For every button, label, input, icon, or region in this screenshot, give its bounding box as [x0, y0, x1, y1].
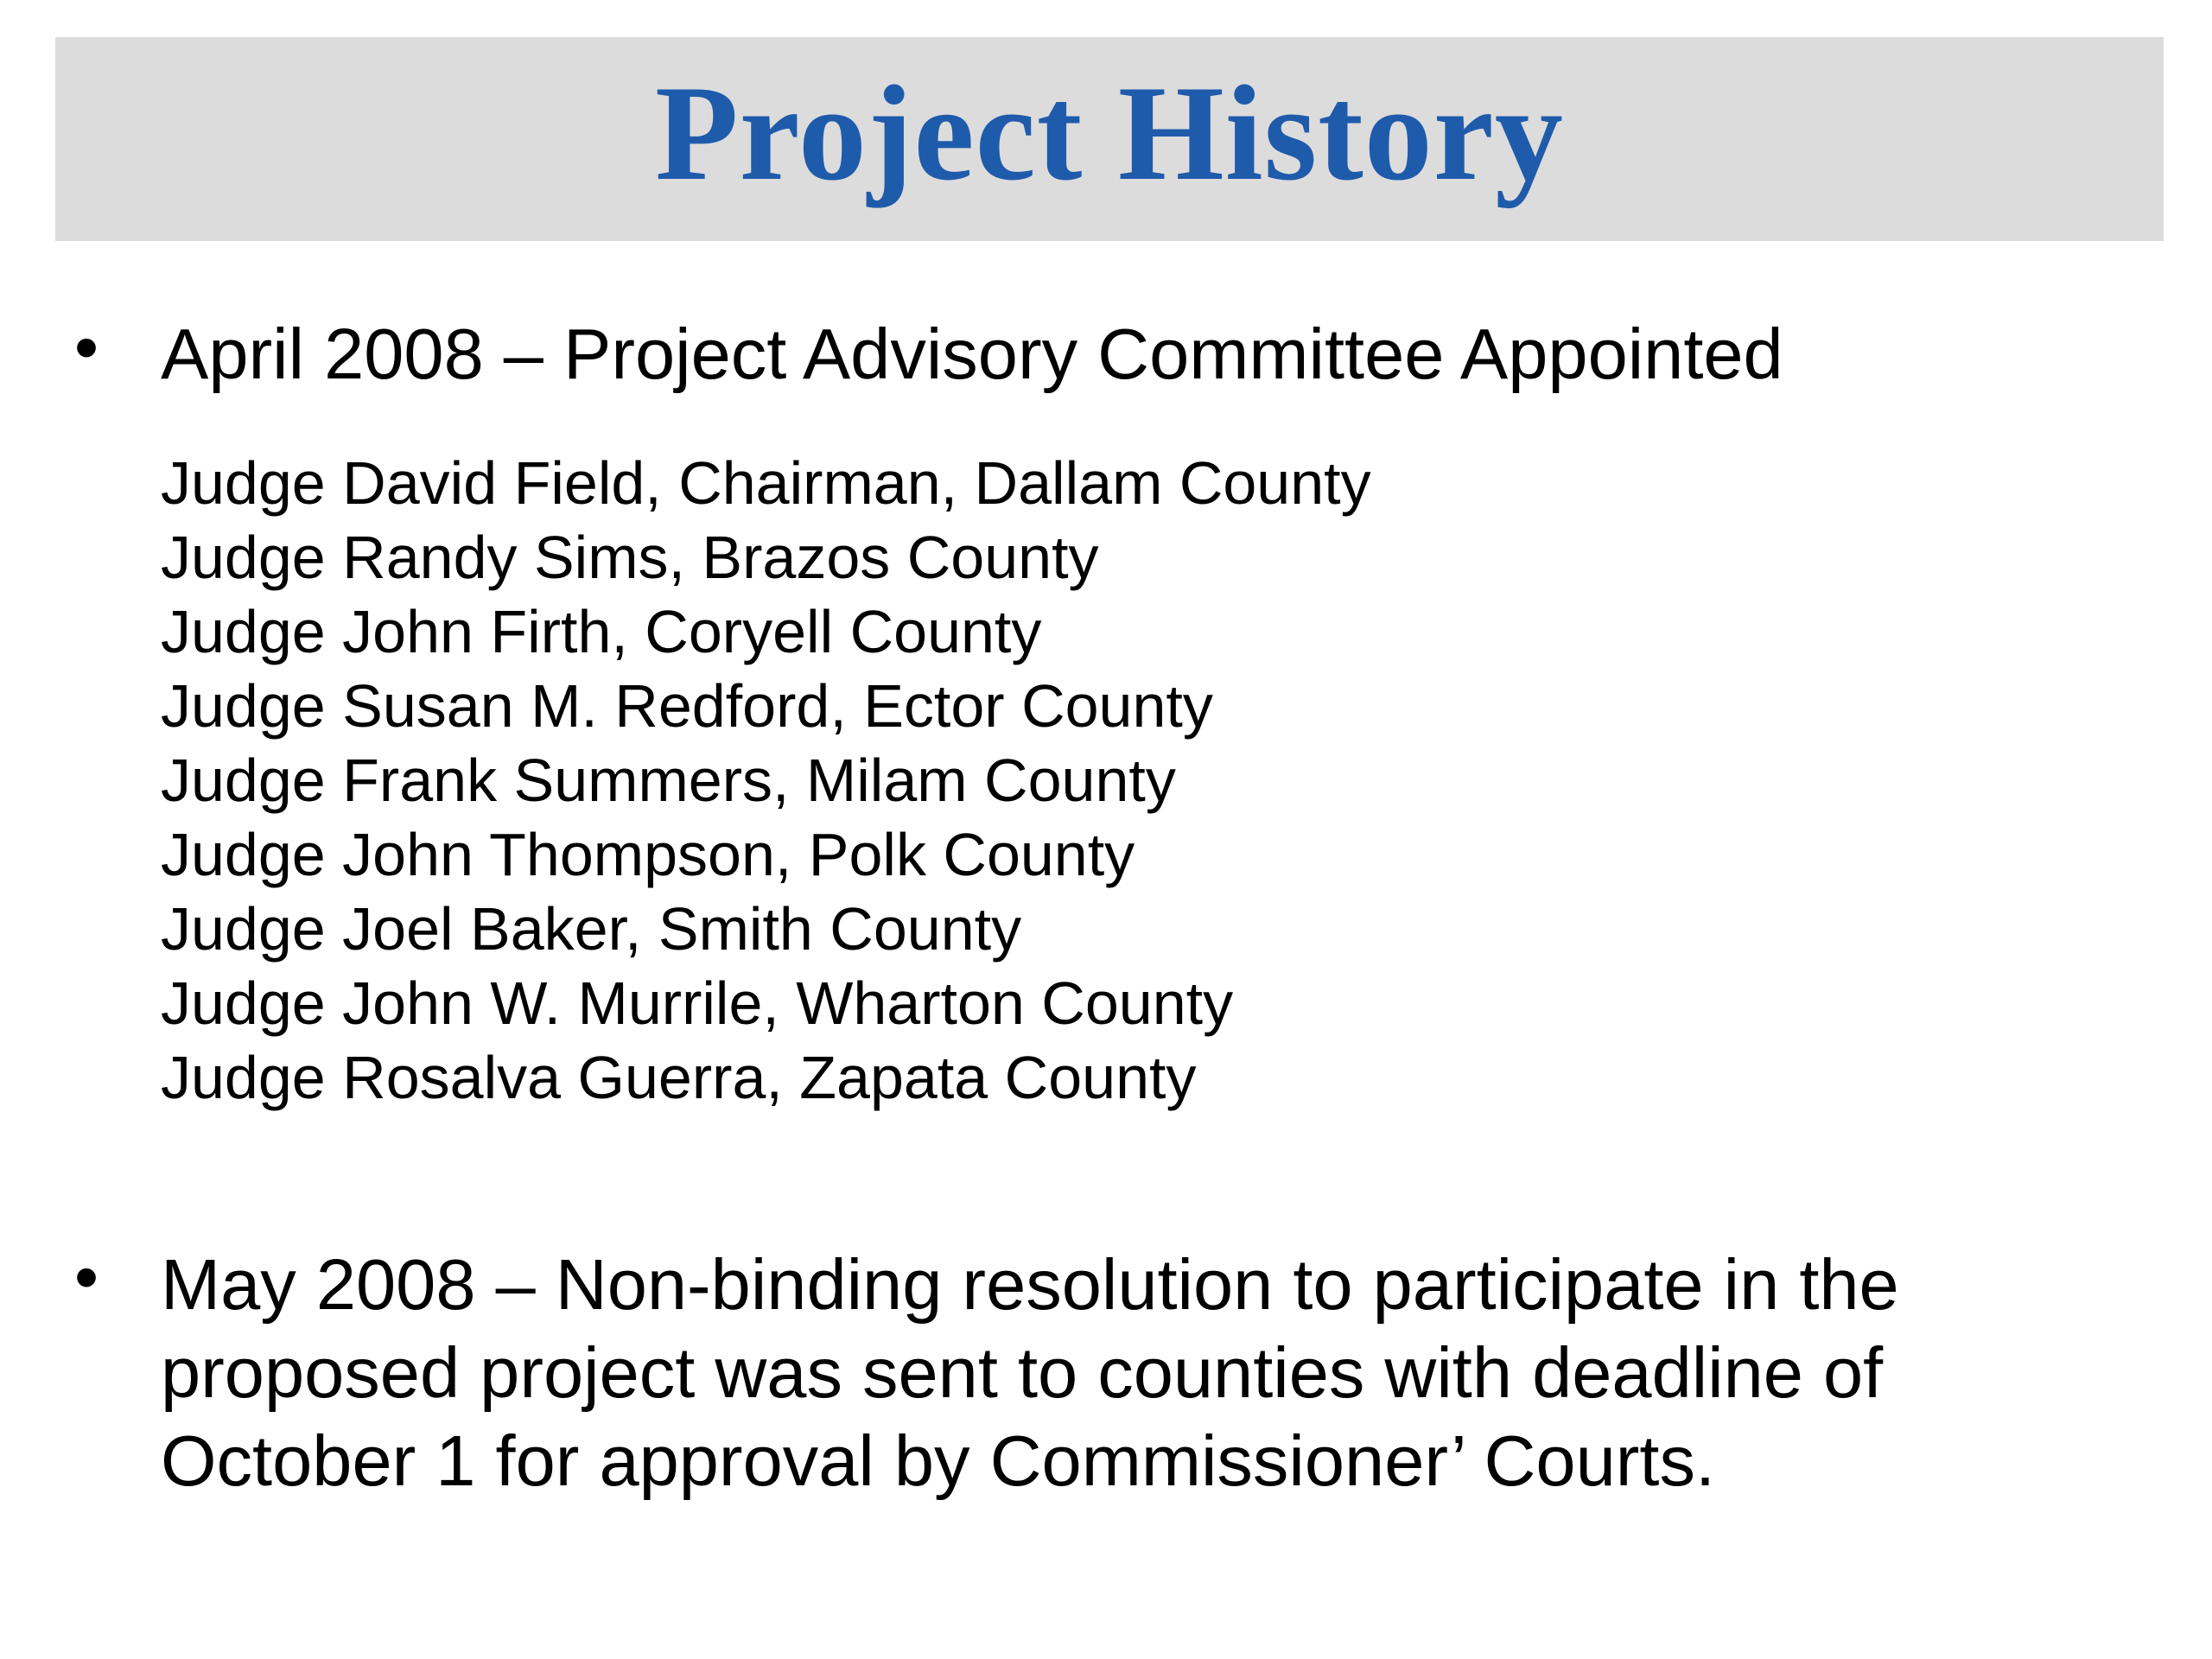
committee-member: Judge John Firth, Coryell County: [161, 598, 1042, 665]
committee-member: Judge John Thompson, Polk County: [161, 821, 1135, 888]
committee-member: Judge Joel Baker, Smith County: [161, 895, 1022, 963]
committee-member: Judge Susan M. Redford, Ector County: [161, 672, 1213, 740]
bullet-row: [74, 308, 2131, 397]
committee-member: Judge Frank Summers, Milam County: [161, 747, 1176, 814]
bullet-text: May 2008 – Non-binding resolution to participate in the proposed project was sent to counties with deadline of October 1 for approval by Commissioner’ Courts.: [161, 1244, 1899, 1501]
bullet-marker: •: [74, 308, 99, 385]
committee-member: Judge David Field, Chairman, Dallam County: [161, 449, 1371, 517]
bullet-may-2008: [74, 1238, 2131, 1505]
bullet-marker: •: [74, 1238, 99, 1315]
committee-member: Judge Rosalva Guerra, Zapata County: [161, 1044, 1197, 1111]
bullet-row: [74, 1238, 2131, 1505]
bullet-text: April 2008 – Project Advisory Committee Appointed: [161, 314, 1783, 394]
title-bar: [55, 37, 2164, 241]
committee-member: Judge John W. Murrile, Wharton County: [161, 969, 1234, 1037]
committee-member: Judge Randy Sims, Brazos County: [161, 524, 1099, 591]
committee-member-list: [161, 446, 1371, 1115]
bullet-april-2008: [74, 308, 2131, 397]
slide-title: Project History: [655, 58, 1564, 209]
